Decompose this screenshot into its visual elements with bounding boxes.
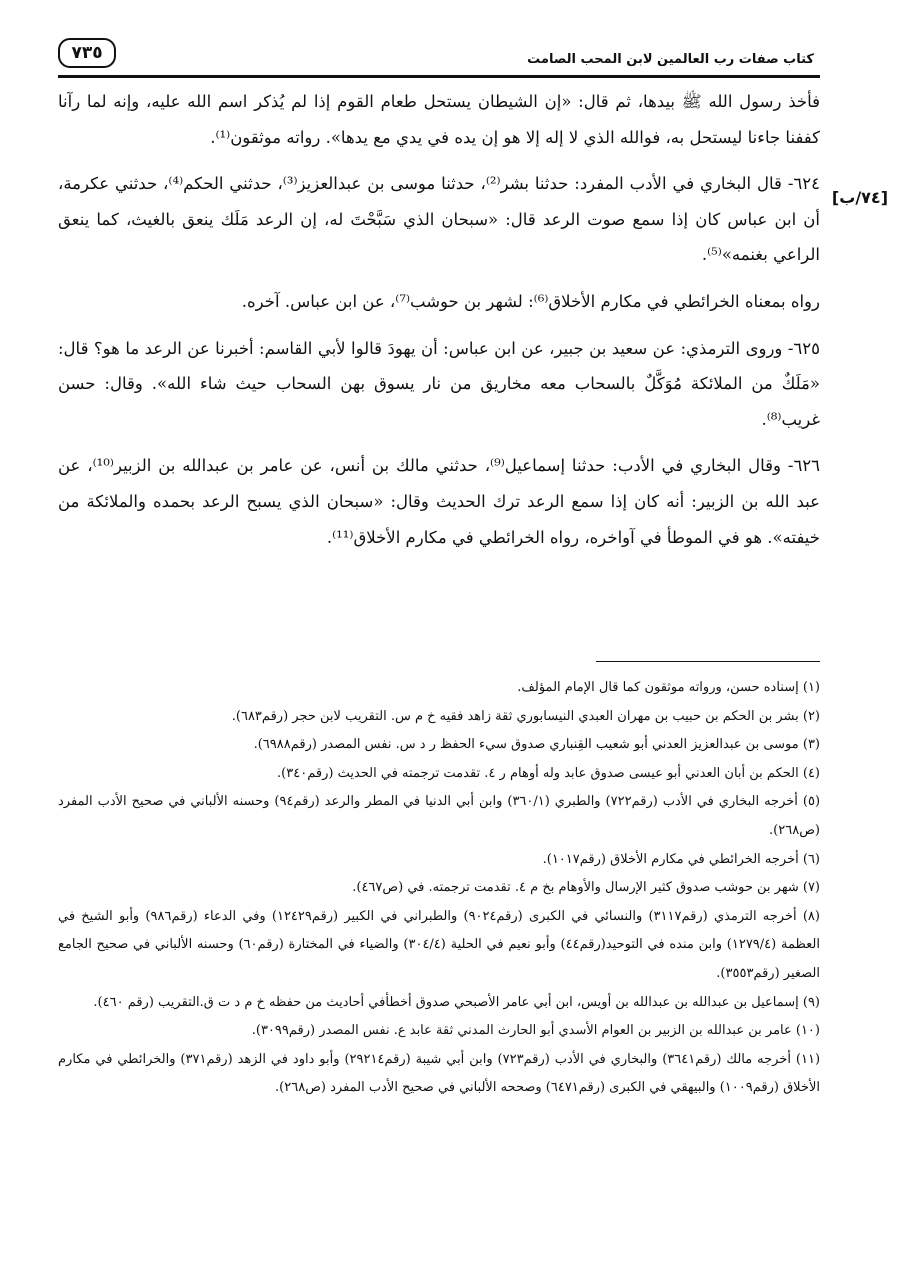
page-number: ٧٣٥ xyxy=(58,38,116,68)
footnote-item: (٧) شهر بن حوشب صدوق كثير الإرسال والأوهام بخ م ٤. تقدمت ترجمته. في (ص٤٦٧). xyxy=(352,880,820,896)
footnote-item: (١١) أخرجه مالك (رقم٣٦٤١) والبخاري في الأدب (رقم٧٢٣) وابن أبي شيبة (رقم٢٩٢١٤) وأبو داود في الزهد (رقم٣٧١) والخرائطي في مكارم الأخلاق (رقم١٠٠٩) والبيهقي في الكبرى (رقم٦٤٧١) وصححه الألباني في صحيح الأدب المفرد (ص٢٦٨). xyxy=(58,1051,821,1096)
footnote-item: (٥) أخرجه البخاري في الأدب (رقم٧٢٢) والطبري (٣٦٠/١) وابن أبي الدنيا في المطر والرعد (رقم٩٤) وحسنه الألباني في صحيح الأدب المفرد (ص٢٦٨). xyxy=(58,794,821,838)
header-divider xyxy=(58,75,820,78)
paragraph-narration-note: رواه بمعناه الخرائطي في مكارم الأخلاق⁽⁶⁾: لشهر بن حوشب⁽⁷⁾، عن ابن عباس. آخره. xyxy=(241,291,820,311)
footnote-item: (٩) إسماعيل بن عبدالله بن عبدالله بن أويس، ابن أبي عامر الأصبحي صدوق أخطأفي أحاديث من حفظه خ م د ت ق.التقريب (رقم ٤٦٠). xyxy=(93,994,820,1010)
footnotes xyxy=(58,674,820,1103)
book-title: كتاب صفات رب العالمين لابن المحب الصامت xyxy=(527,52,814,67)
manuscript-folio-reference: [٧٤/ب] xyxy=(831,188,888,207)
footnote-item: (٢) بشر بن الحكم بن حبيب بن مهران العبدي النيسابوري ثقة زاهد فقيه خ م س. التقريب لابن حجر (رقم٦٨٣). xyxy=(231,708,820,724)
paragraph-continuation: فأخذ رسول الله ﷺ بيدها، ثم قال: «إن الشيطان يستحل طعام القوم إذا لم يُذكر اسم الله عليه، وإنه لما رآنا كففنا جاءنا ليستحل به، فوالله الذي لا إله إلا هو إن يده في يدي مع يدها». رواته موثقون⁽¹⁾. xyxy=(58,92,821,147)
main-text xyxy=(58,84,820,555)
footnote-divider xyxy=(596,661,820,662)
footnote-item: (٤) الحكم بن أبان العدني أبو عيسى صدوق عابد وله أوهام ر ٤. تقدمت ترجمته في الحديث (رقم٣٤٠). xyxy=(277,765,820,781)
hadith-625: ٦٢٥- وروى الترمذي: عن سعيد بن جبير، عن ابن عباس: أن يهودَ قالوا لأبي القاسم: أخبرنا عن الرعد ما هو؟ قال: «مَلَكٌ من الملائكة مُوَكَّلٌ بالسحاب معه مخاريق من نار يسوق بهن السحاب حيث شاء الله». وقال: حسن غريب⁽⁸⁾. xyxy=(58,338,820,429)
footnote-item: (١) إسناده حسن، ورواته موثقون كما قال الإمام المؤلف. xyxy=(517,680,820,695)
footnote-item: (٦) أخرجه الخرائطي في مكارم الأخلاق (رقم١٠١٧). xyxy=(542,851,820,867)
page-header xyxy=(58,36,820,76)
footnote-item: (٨) أخرجه الترمذي (رقم٣١١٧) والنسائي في الكبرى (رقم٩٠٢٤) والطبراني في الكبير (رقم١٢٤٢٩) وفي الدعاء (رقم٩٨٦) وأبو الشيخ في العظمة (١٢٧٩/٤) وابن منده في التوحيد(رقم٤٤) وأبو نعيم في الحلية (٣٠٤/٤) والضياء في المختارة (رقم٦٠) وحسنه الألباني في صحيح الجامع الصغير (رقم٣٥٥٣). xyxy=(58,908,820,981)
hadith-626: ٦٢٦- وقال البخاري في الأدب: حدثنا إسماعيل⁽⁹⁾، حدثني مالك بن أنس، عن عامر بن عبدالله بن الزبير⁽¹⁰⁾، عن عبد الله بن الزبير: أنه كان إذا سمع الرعد ترك الحديث وقال: «سبحان الذي يسبح الرعد بحمده والملائكة من خيفته». هو في الموطأ في آواخره، رواه الخرائطي في مكارم الأخلاق⁽¹¹⁾. xyxy=(58,456,821,547)
footnote-item: (٣) موسى بن عبدالعزيز العدني أبو شعيب القِنباري صدوق سيء الحفظ ر د س. نفس المصدر (رقم٦٩٨٨). xyxy=(253,737,820,753)
footnote-item: (١٠) عامر بن عبدالله بن الزبير بن العوام الأسدي أبو الحارث المدني ثقة عابد ع. نفس المصدر (رقم٣٠٩٩). xyxy=(251,1023,820,1039)
hadith-624: ٦٢٤- قال البخاري في الأدب المفرد: حدثنا بشر⁽²⁾، حدثنا موسى بن عبدالعزيز⁽³⁾، حدثني الحكم⁽⁴⁾، حدثني عكرمة، أن ابن عباس كان إذا سمع صوت الرعد قال: «سبحان الذي سَبَّحْتَ له، إن الرعد مَلَك ينعق بالغيث، كما ينعق الراعي بغنمه»⁽⁵⁾. xyxy=(58,174,820,265)
